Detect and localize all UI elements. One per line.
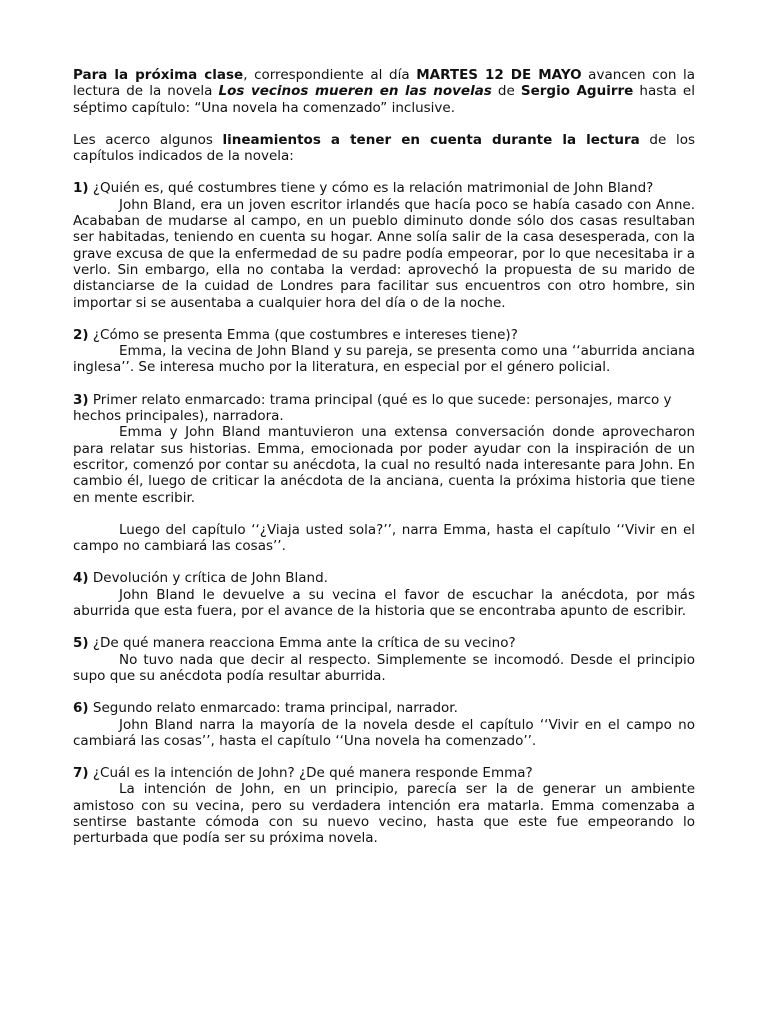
novel-author: Sergio Aguirre (520, 83, 634, 100)
question-number: 2) (73, 326, 89, 343)
question-text: ¿Cuál es la intención de John? ¿De qué manera responde Emma? (88, 765, 533, 782)
question-2 (73, 327, 695, 343)
guidelines-paragraph (73, 132, 695, 165)
question-text: ¿Cómo se presenta Emma (que costumbres e intereses tiene)? (88, 326, 518, 343)
intro-text: , correspondiente al día (243, 67, 417, 83)
question-text: ¿Quién es, qué costumbres tiene y cómo es la relación matrimonial de John Bland? (88, 180, 654, 197)
intro-text: avancen con la lectura de la novela (73, 67, 695, 100)
question-number: 6) (73, 700, 89, 717)
question-number: 4) (73, 570, 89, 587)
question-5 (73, 635, 695, 651)
question-number: 5) (73, 635, 89, 652)
answer-6: John Bland narra la mayoría de la novela desde el capítulo ‘‘Vivir en el campo no cambiará las cosas’’, hasta el capítulo ‘‘Una novela ha comenzado’’. (73, 716, 695, 749)
question-number: 3) (73, 391, 89, 408)
question-1 (73, 180, 695, 196)
answer-7: La intención de John, en un principio, parecía ser la de generar un ambiente amistoso con su vecina, pero su verdadera intención era matarla. Emma comenzaba a sentirse bastante cómoda con su nuevo vecino, hasta que este fue empeorando lo perturbada que podía ser su próxima novela. (73, 781, 695, 847)
intro-paragraph (73, 67, 695, 116)
answer-5: No tuvo nada que decir al respecto. Simplemente se incomodó. Desde el principio supo que su anécdota podía resultar aburrida. (73, 651, 695, 684)
guidelines-text: de los capítulos indicados de la novela: (73, 131, 695, 165)
question-number: 7) (73, 765, 89, 782)
class-date: MARTES 12 DE MAYO (416, 67, 582, 83)
answer-4: John Bland le devuelve a su vecina el favor de escuchar la anécdota, por más aburrida que esta fuera, por el avance de la historia que se encontraba apunto de escribir. (73, 586, 695, 620)
question-text: ¿De qué manera reacciona Emma ante la crítica de su vecino? (88, 635, 516, 652)
intro-text: hasta el séptimo capítulo: “Una novela ha comenzado” inclusive. (73, 83, 695, 116)
question-text: Primer relato enmarcado: trama principal (qué es lo que sucede: personajes, marco y hechos principales), narradora. (73, 391, 672, 425)
question-6 (73, 700, 695, 716)
novel-title: Los vecinos mueren en las novelas (218, 83, 492, 100)
question-number: 1) (73, 180, 89, 197)
guidelines-text: Les acerco algunos (73, 131, 223, 148)
question-text: Devolución y crítica de John Bland. (88, 570, 328, 587)
question-7 (73, 765, 695, 781)
intro-next-class: Para la próxima clase (73, 67, 244, 83)
intro-text: de (491, 83, 521, 100)
answer-2: Emma, la vecina de John Bland y su pareja, se presenta como una ‘‘aburrida anciana inglesa’’. Se interesa mucho por la literatura, en especial por el género policial. (73, 343, 695, 376)
question-4 (73, 570, 695, 586)
question-text: Segundo relato enmarcado: trama principal, narrador. (88, 700, 458, 717)
answer-3-extra: Luego del capítulo ‘‘¿Viaja usted sola?’’, narra Emma, hasta el capítulo ‘‘Vivir en el campo no cambiará las cosas’’. (73, 521, 695, 555)
question-3 (73, 392, 695, 425)
answer-1: John Bland, era un joven escritor irlandés que hacía poco se había casado con Anne. Acababan de mudarse al campo, en un pueblo diminuto donde sólo dos casas resultaban ser habitadas, teniendo en cuenta su hogar. Anne solía salir de la casa desesperada, con la grave excusa de que la enfermedad de su padre podía empeorar, por lo que necesitaba ir a verlo. Sin embargo, ella no contaba la verdad: aprovechó la propuesta de su marido de distanciarse de la cuidad de Londres para facilitar sus encuentros con otro hombre, sin importar si se ausentaba a cualquier hora del día o de la noche. (73, 196, 695, 311)
guidelines-emphasis: lineamientos a tener en cuenta durante la lectura (222, 131, 640, 148)
answer-3: Emma y John Bland mantuvieron una extensa conversación donde aprovecharon para relatar sus historias. Emma, emocionada por poder ayudar con la inspiración de un escritor, comenzó por contar su anécdota, la cual no resultó nada interesante para John. En cambio él, luego de criticar la anécdota de la anciana, cuenta la próxima historia que tiene en mente escribir. (73, 424, 695, 506)
